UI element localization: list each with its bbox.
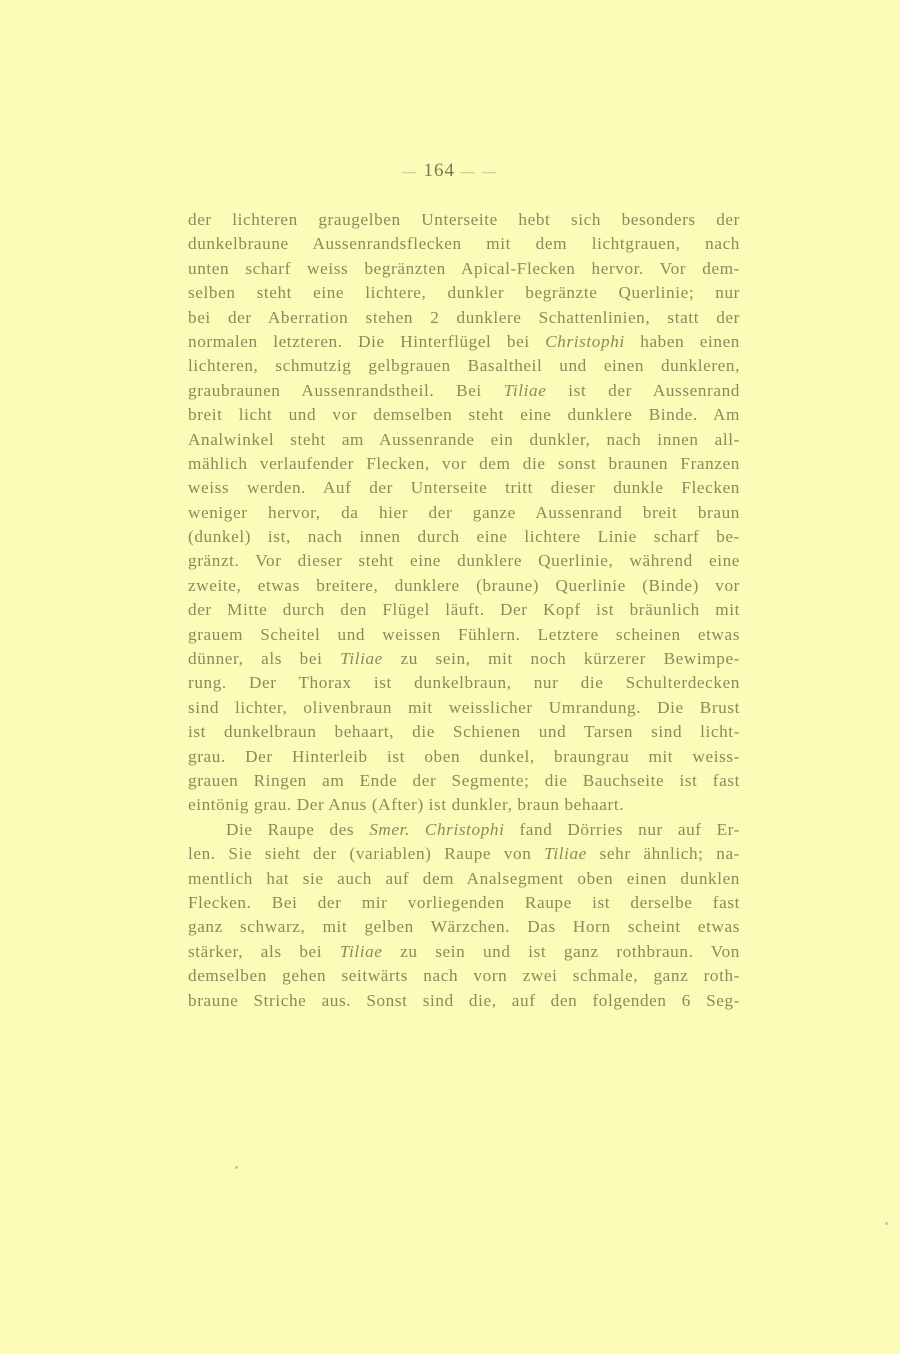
text-line <box>188 403 740 427</box>
text-line-content: ist dunkelbraun behaart, die Schienen und Tarsen sind licht- <box>188 722 740 742</box>
text-line <box>188 867 740 891</box>
text-line-content: (dunkel) ist, nach innen durch eine lichtere Linie scharf be- <box>188 527 740 547</box>
text-line-after-italic: sehr ähnlich; na- <box>586 844 740 864</box>
text-line-content: ganz schwarz, mit gelben Wärzchen. Das Horn scheint etwas <box>188 917 740 937</box>
italic-species-name: Tiliae <box>340 649 383 669</box>
text-line-content: der lichteren graugelben Unterseite hebt sich besonders der <box>188 210 740 229</box>
text-line <box>188 842 740 866</box>
body-text <box>188 208 740 1013</box>
text-line <box>188 769 740 793</box>
text-line-before-italic: len. Sie sieht der (variablen) Raupe von <box>188 844 545 864</box>
text-line-content: weniger hervor, da hier der ganze Aussenrand breit braun <box>188 502 740 522</box>
italic-species-name: Tiliae <box>339 941 383 961</box>
text-line-content: bei der Aberration stehen 2 dunklere Schattenlinien, statt der <box>188 307 740 327</box>
text-line-before-italic: graubraunen Aussenrandstheil. Bei <box>188 380 504 400</box>
text-line <box>188 989 740 1013</box>
text-line-content: Flecken. Bei der mir vorliegenden Raupe ist derselbe fast <box>188 892 740 912</box>
text-line-content: breit licht und vor demselben steht eine dunklere Binde. Am <box>188 405 740 425</box>
page-number-left-dash: — <box>401 165 418 180</box>
text-line <box>188 696 740 720</box>
text-line-content: Analwinkel steht am Aussenrande ein dunkler, nach innen all- <box>188 429 740 449</box>
text-line <box>188 428 740 452</box>
text-line <box>188 598 740 622</box>
text-line <box>188 964 740 988</box>
text-line <box>188 476 740 500</box>
text-line-before-italic: stärker, als bei <box>188 941 340 961</box>
paper-speck <box>885 1222 888 1225</box>
text-line <box>188 623 740 647</box>
text-line <box>188 671 740 695</box>
italic-species-name: Smer. Christophi <box>369 819 505 839</box>
text-line <box>188 940 740 964</box>
text-line-after-italic: haben einen <box>624 331 740 351</box>
text-line-content: eintönig grau. Der Anus (After) ist dunkler, braun behaart. <box>188 795 625 815</box>
text-line <box>188 574 740 598</box>
text-line-content: demselben gehen seitwärts nach vorn zwei schmale, ganz roth- <box>188 966 740 986</box>
text-line-content: mentlich hat sie auch auf dem Analsegment oben einen dunklen <box>188 868 740 888</box>
text-line-content: zweite, etwas breitere, dunklere (braune) Querlinie (Binde) vor <box>188 575 740 595</box>
text-line-content: dunkelbraune Aussenrandsflecken mit dem lichtgrauen, nach <box>188 234 740 254</box>
text-line <box>188 720 740 744</box>
text-line-content: sind lichter, olivenbraun mit weisslicher Umrandung. Die Brust <box>188 697 740 717</box>
text-line-after-italic: ist der Aussenrand <box>546 380 740 400</box>
text-line-after-italic: fand Dörries nur auf Er- <box>504 819 740 839</box>
text-line-content: der Mitte durch den Flügel läuft. Der Kopf ist bräunlich mit <box>188 600 740 620</box>
text-line-content: lichteren, schmutzig gelbgrauen Basaltheil und einen dunkleren, <box>188 356 740 376</box>
text-line <box>188 525 740 549</box>
text-line <box>188 232 740 256</box>
text-line <box>188 745 740 769</box>
text-line-content: weiss werden. Auf der Unterseite tritt dieser dunkle Flecken <box>188 478 740 498</box>
text-line <box>188 452 740 476</box>
text-line <box>188 354 740 378</box>
text-line-before-italic: dünner, als bei <box>188 649 341 669</box>
text-line-after-italic: zu sein und ist ganz rothbraun. Von <box>382 941 740 961</box>
text-line <box>188 793 740 817</box>
text-line <box>188 379 740 403</box>
text-line-before-italic: Die Raupe des <box>226 819 370 839</box>
text-line <box>188 208 740 232</box>
text-line-content: braune Striche aus. Sonst sind die, auf den folgenden 6 Seg- <box>188 990 740 1010</box>
text-line-content: grauen Ringen am Ende der Segmente; die Bauchseite ist fast <box>188 770 740 790</box>
italic-species-name: Tiliae <box>503 380 547 400</box>
paper-speck <box>235 1166 238 1169</box>
text-line <box>188 257 740 281</box>
text-line-before-italic: normalen letzteren. Die Hinterflügel bei <box>188 331 546 351</box>
text-line-content: gränzt. Vor dieser steht eine dunklere Querlinie, während eine <box>188 551 740 571</box>
text-line <box>188 647 740 671</box>
page-number-value: 164 <box>423 160 455 181</box>
text-line-content: selben steht eine lichtere, dunkler begränzte Querlinie; nur <box>188 283 740 303</box>
text-line-content: unten scharf weiss begränzten Apical-Flecken hervor. Vor dem- <box>188 258 740 278</box>
italic-species-name: Christophi <box>545 331 625 351</box>
text-line-content: mählich verlaufender Flecken, vor dem die sonst braunen Franzen <box>188 453 740 473</box>
text-line <box>188 549 740 573</box>
page-number-right-dash: — — <box>460 165 499 180</box>
italic-species-name: Tiliae <box>544 844 587 864</box>
page-number <box>0 160 900 182</box>
text-line-content: rung. Der Thorax ist dunkelbraun, nur die Schulterdecken <box>188 673 740 693</box>
text-line-content: grauem Scheitel und weissen Fühlern. Letztere scheinen etwas <box>188 624 740 644</box>
text-line-after-italic: zu sein, mit noch kürzerer Bewimpe- <box>382 649 740 669</box>
text-line <box>188 330 740 354</box>
text-line <box>188 281 740 305</box>
text-line <box>188 501 740 525</box>
text-line <box>188 306 740 330</box>
text-line <box>188 818 740 842</box>
text-line <box>188 915 740 939</box>
text-line <box>188 891 740 915</box>
text-line-content: grau. Der Hinterleib ist oben dunkel, braungrau mit weiss- <box>188 746 740 766</box>
